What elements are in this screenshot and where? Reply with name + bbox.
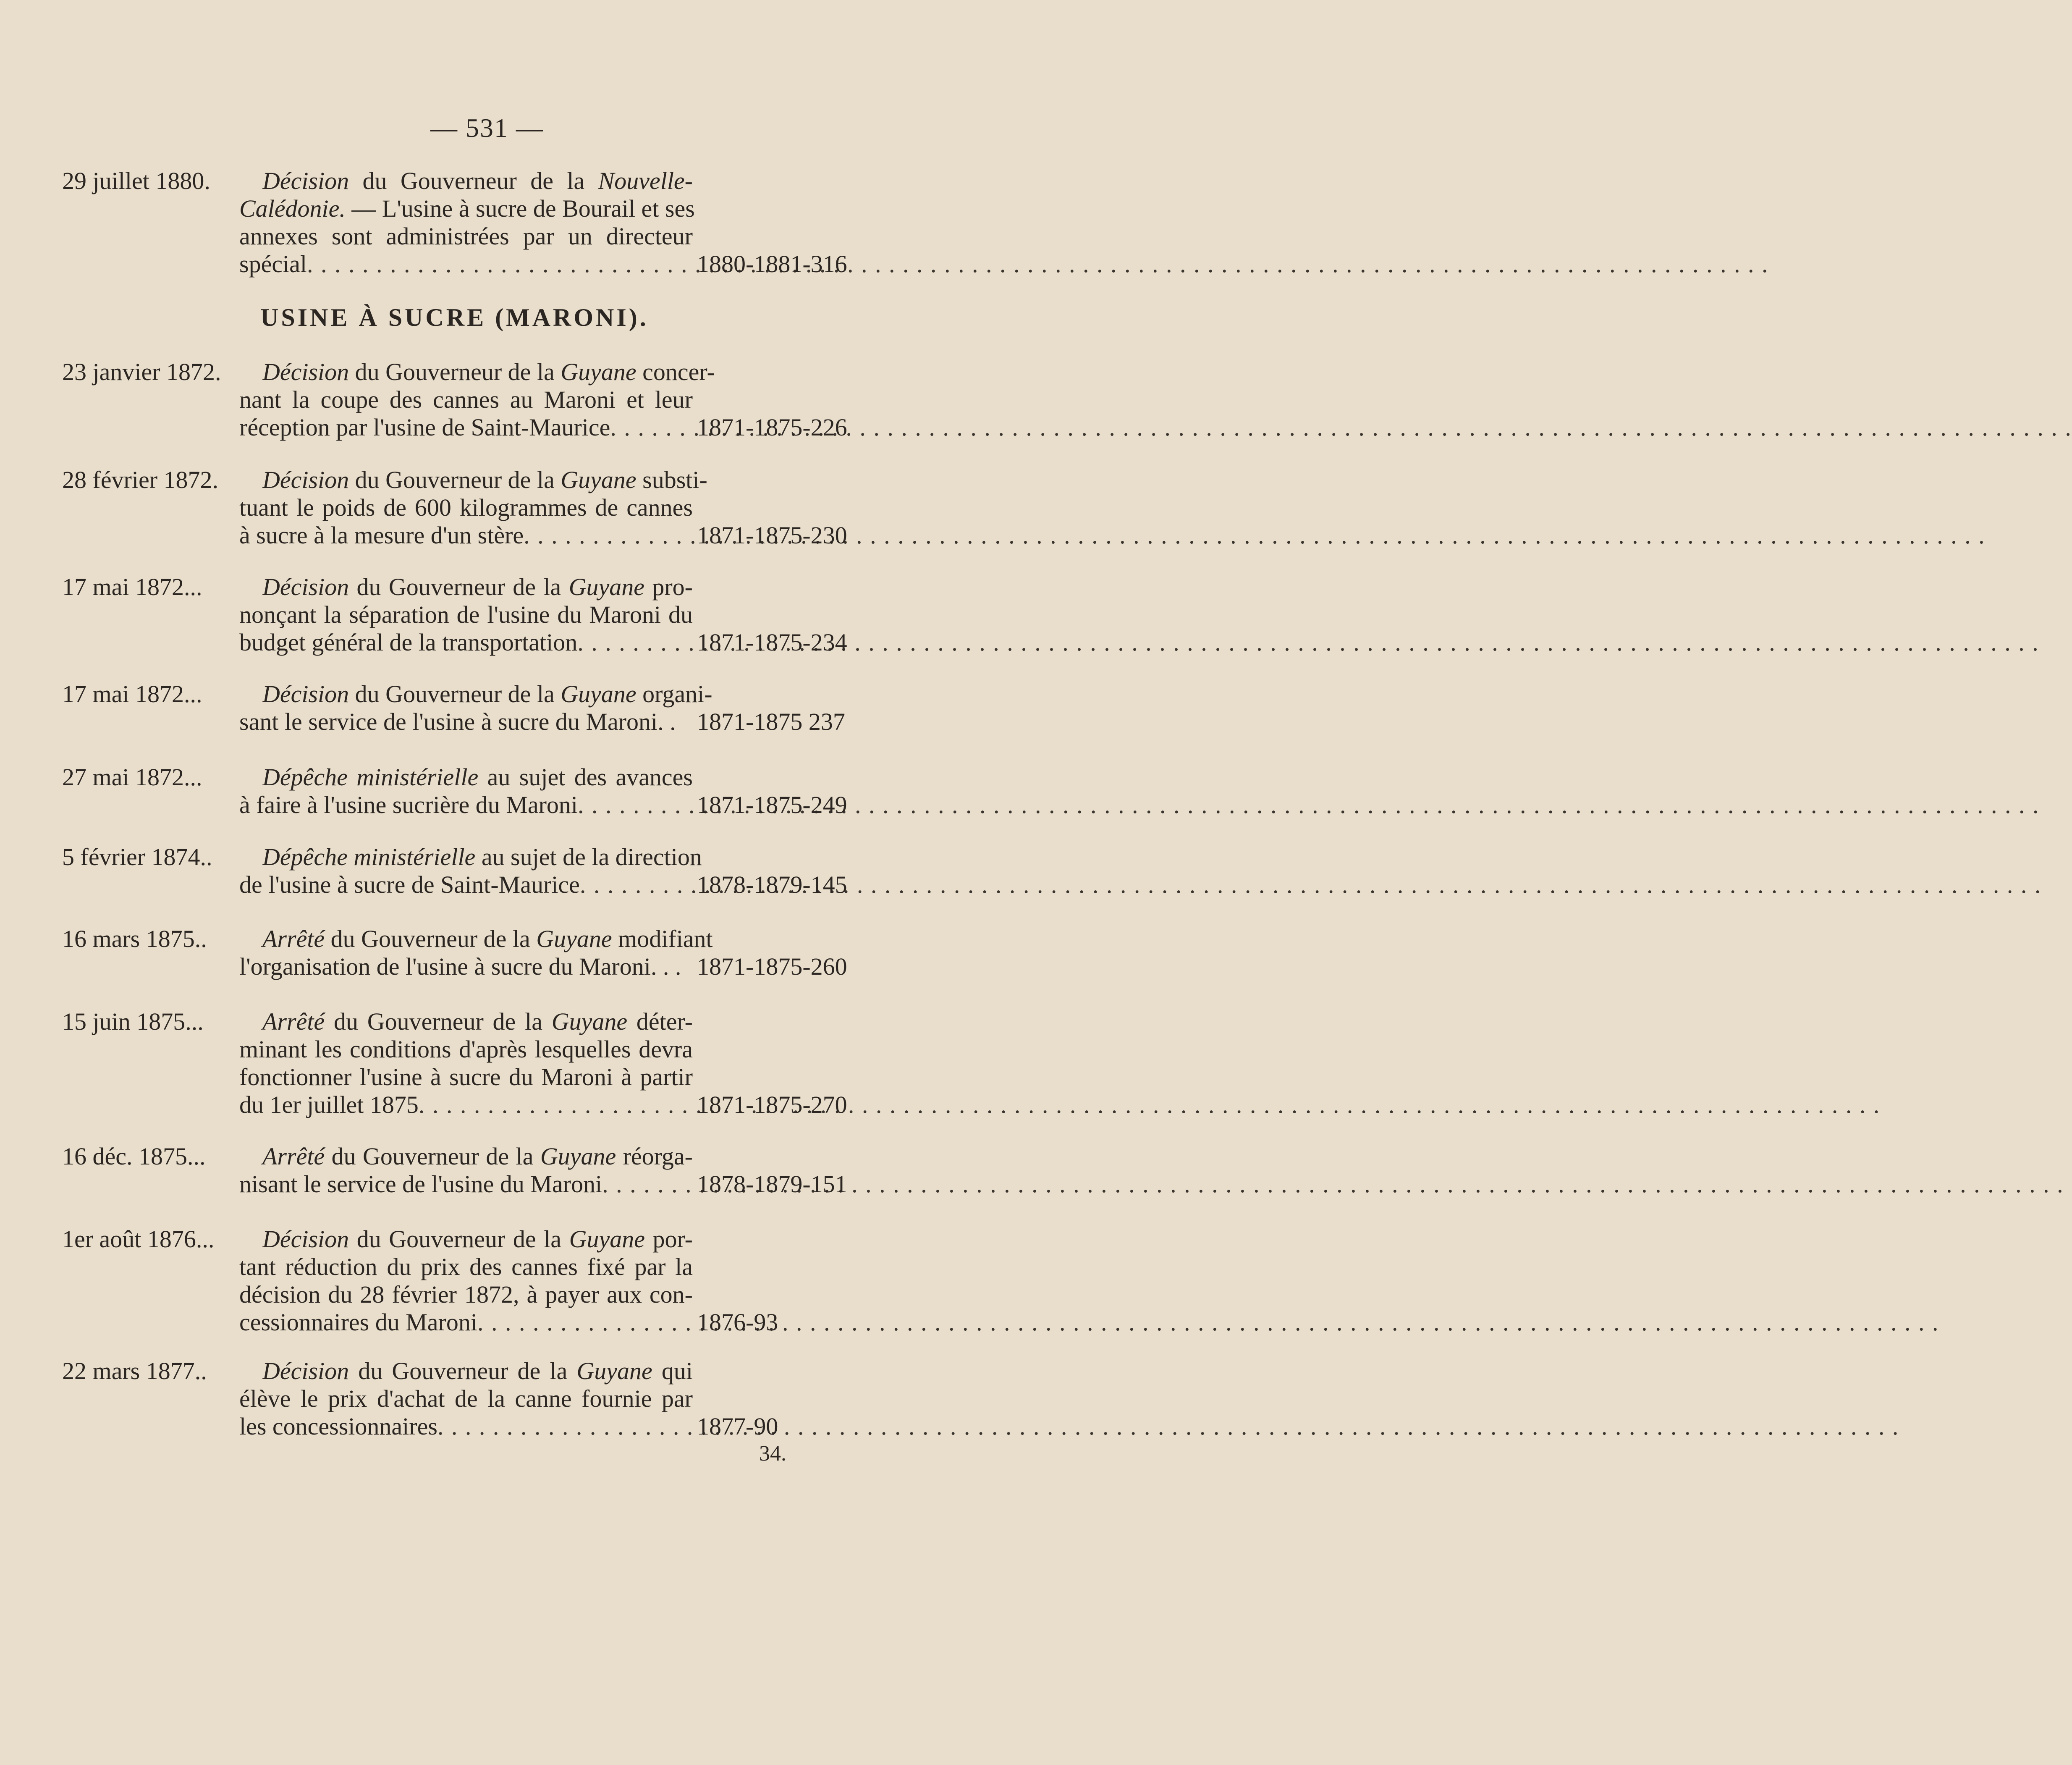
entry-date: 22 mars 1877.. <box>62 1357 207 1385</box>
entry-line <box>239 871 693 899</box>
entry-line: décision du 28 février 1872, à payer aux con- <box>239 1281 693 1308</box>
colony-name: Guyane <box>561 680 637 708</box>
section-heading: USINE À SUCRE (MARONI). <box>260 304 649 331</box>
entry-description <box>239 925 713 981</box>
entry-text: por- <box>644 1225 693 1253</box>
entry-line: tuant le poids de 600 kilogrammes de cannes <box>239 494 693 521</box>
entry-text: du Gouverneur de la <box>349 573 569 601</box>
colony-name: Guyane <box>561 358 637 386</box>
entry-reference: 1880-1881-316 <box>697 250 847 278</box>
entry-date: 1er août 1876... <box>62 1225 215 1253</box>
entry-date: 17 mai 1872... <box>62 680 202 708</box>
act-type: Arrêté <box>262 925 325 952</box>
leader-dots <box>437 1413 1899 1440</box>
act-type: Décision <box>262 1357 349 1385</box>
entry-line: tant réduction du prix des cannes fixé par la <box>239 1253 693 1280</box>
entry-reference: 1878-1879-145 <box>697 871 847 898</box>
entry-line <box>239 763 693 791</box>
entry-text: de l'usine à sucre de Saint-Maurice <box>239 871 580 898</box>
colony-name: Guyane <box>540 1143 616 1170</box>
entry-date: 23 janvier 1872. <box>62 358 221 386</box>
entry-reference: 1871-1875 237 <box>697 708 845 735</box>
entry-line: l'organisation de l'usine à sucre du Maroni. . . <box>239 953 681 980</box>
act-type: Décision <box>262 1225 349 1253</box>
colony-name: Guyane <box>568 573 644 601</box>
entry-text: du Gouverneur de la <box>349 466 561 493</box>
colony-name: Guyane <box>536 925 612 952</box>
entry-text: nisant le service de l'usine du Maroni <box>239 1170 602 1198</box>
entry-text: spécial <box>239 250 307 278</box>
entry-text: les concessionnaires <box>239 1413 437 1440</box>
act-type: Décision <box>262 167 349 194</box>
leader-dots <box>307 250 1769 278</box>
entry-description <box>239 358 715 441</box>
entry-line <box>239 1413 693 1440</box>
entry-text: pro- <box>644 573 693 601</box>
entry-text: réorga- <box>616 1143 693 1170</box>
colony-name: Guyane <box>576 1357 652 1385</box>
entry-text: à sucre à la mesure d'un stère <box>239 522 524 549</box>
entry-line <box>239 466 707 494</box>
entry-line: nonçant la séparation de l'usine du Maroni du <box>239 601 693 628</box>
entry-line <box>239 1225 693 1253</box>
entry-line <box>239 1143 693 1170</box>
entry-description <box>239 466 707 549</box>
entry-reference: 1871-1875-234 <box>697 629 847 656</box>
entry-date: 16 déc. 1875... <box>62 1143 206 1170</box>
entry-reference: 1871-1875-270 <box>697 1091 847 1118</box>
entry-text: à faire à l'usine sucrière du Maroni <box>239 791 578 818</box>
entry-line: annexes sont administrées par un directeur <box>239 223 693 250</box>
entry-line <box>239 629 693 656</box>
entry-text: modifiant <box>612 925 713 952</box>
entry-text: du Gouverneur de la <box>349 167 598 194</box>
entry-text: — L'usine à sucre de Bourail et ses <box>351 195 695 222</box>
act-type: Décision <box>262 358 349 386</box>
entry-text: substi- <box>636 466 707 493</box>
entry-text: du Gouverneur de la <box>349 358 561 386</box>
entry-text: qui <box>652 1357 693 1385</box>
entry-description <box>239 1143 693 1198</box>
act-type: Décision <box>262 573 349 601</box>
entry-date: 5 février 1874.. <box>62 843 212 871</box>
entry-reference: 1871-1875-249 <box>697 791 847 818</box>
entry-line: élève le prix d'achat de la canne fournie par <box>239 1385 693 1412</box>
entry-line <box>239 358 715 386</box>
entry-line <box>239 925 713 953</box>
entry-text: organi- <box>636 680 712 708</box>
entry-description <box>239 843 702 899</box>
entry-description <box>239 167 693 278</box>
act-type: Arrêté <box>262 1143 325 1170</box>
entry-description <box>239 1225 693 1336</box>
colony-name: Guyane <box>569 1225 645 1253</box>
entry-text: déter- <box>627 1008 693 1035</box>
colony-name: Guyane <box>561 466 637 493</box>
entry-reference: 1877-90 <box>697 1413 778 1440</box>
colony-name: Calédonie. <box>239 195 346 222</box>
entry-text: budget général de la transportation <box>239 629 578 656</box>
entry-line: minant les conditions d'après lesquelles devra <box>239 1036 693 1063</box>
entry-line <box>239 1357 693 1385</box>
entry-text: au sujet des avances <box>478 763 693 791</box>
entry-line: fonctionner l'usine à sucre du Maroni à partir <box>239 1063 693 1091</box>
entry-description <box>239 1008 693 1119</box>
entry-text: réception par l'usine de Saint-Maurice <box>239 414 610 441</box>
entry-date: 15 juin 1875... <box>62 1008 204 1035</box>
entry-description <box>239 763 693 819</box>
entry-text: du Gouverneur de la <box>325 925 537 952</box>
entry-text: cessionnaires du Maroni <box>239 1309 477 1336</box>
entry-date: 16 mars 1875.. <box>62 925 207 952</box>
entry-reference: 1876-93 <box>697 1309 778 1336</box>
entry-line <box>239 791 693 819</box>
entry-text: du Gouverneur de la <box>325 1143 540 1170</box>
entry-text: du Gouverneur de la <box>349 1225 569 1253</box>
entry-line <box>239 195 693 223</box>
entry-line <box>239 573 693 601</box>
entry-line <box>239 250 693 278</box>
act-type: Décision <box>262 680 349 708</box>
entry-line <box>239 843 702 871</box>
act-type: Décision <box>262 466 349 493</box>
colony-name: Guyane <box>551 1008 628 1035</box>
entry-line <box>239 680 712 708</box>
leader-dots <box>419 1091 1881 1119</box>
entry-text: au sujet de la direction <box>475 843 702 871</box>
entry-line <box>239 1309 693 1336</box>
entry-description <box>239 680 712 736</box>
entry-reference: 1871-1875-226 <box>697 414 847 441</box>
entry-text: du Gouverneur de la <box>325 1008 552 1035</box>
entry-date: 27 mai 1872... <box>62 763 202 791</box>
entry-text: du Gouverneur de la <box>349 1357 577 1385</box>
entry-line <box>239 1008 693 1036</box>
entry-date: 28 février 1872. <box>62 466 219 493</box>
entry-text: du Gouverneur de la <box>349 680 561 708</box>
entry-description <box>239 1357 693 1440</box>
entry-line: sant le service de l'usine à sucre du Maroni. . <box>239 708 676 735</box>
act-type: Arrêté <box>262 1008 325 1035</box>
entry-date: 29 juillet 1880. <box>62 167 210 194</box>
entry-description <box>239 573 693 656</box>
entry-line <box>239 167 693 195</box>
entry-line <box>239 1091 693 1119</box>
entry-date: 17 mai 1872... <box>62 573 202 601</box>
entry-reference: 1871-1875-230 <box>697 522 847 549</box>
act-type: Dépêche ministérielle <box>262 843 476 871</box>
entry-reference: 1871-1875-260 <box>697 953 847 980</box>
entry-line <box>239 414 693 441</box>
entry-reference: 1878-1879-151 <box>697 1170 847 1198</box>
page-number: — 531 — <box>430 113 544 143</box>
signature-mark: 34. <box>759 1442 786 1466</box>
entry-line: nant la coupe des cannes au Maroni et leur <box>239 386 693 413</box>
entry-line <box>239 1170 693 1198</box>
colony-name: Nouvelle- <box>598 167 693 194</box>
act-type: Dépêche ministérielle <box>262 763 479 791</box>
entry-line <box>239 522 693 549</box>
entry-text: concer- <box>636 358 715 386</box>
entry-text: du 1er juillet 1875 <box>239 1091 419 1118</box>
